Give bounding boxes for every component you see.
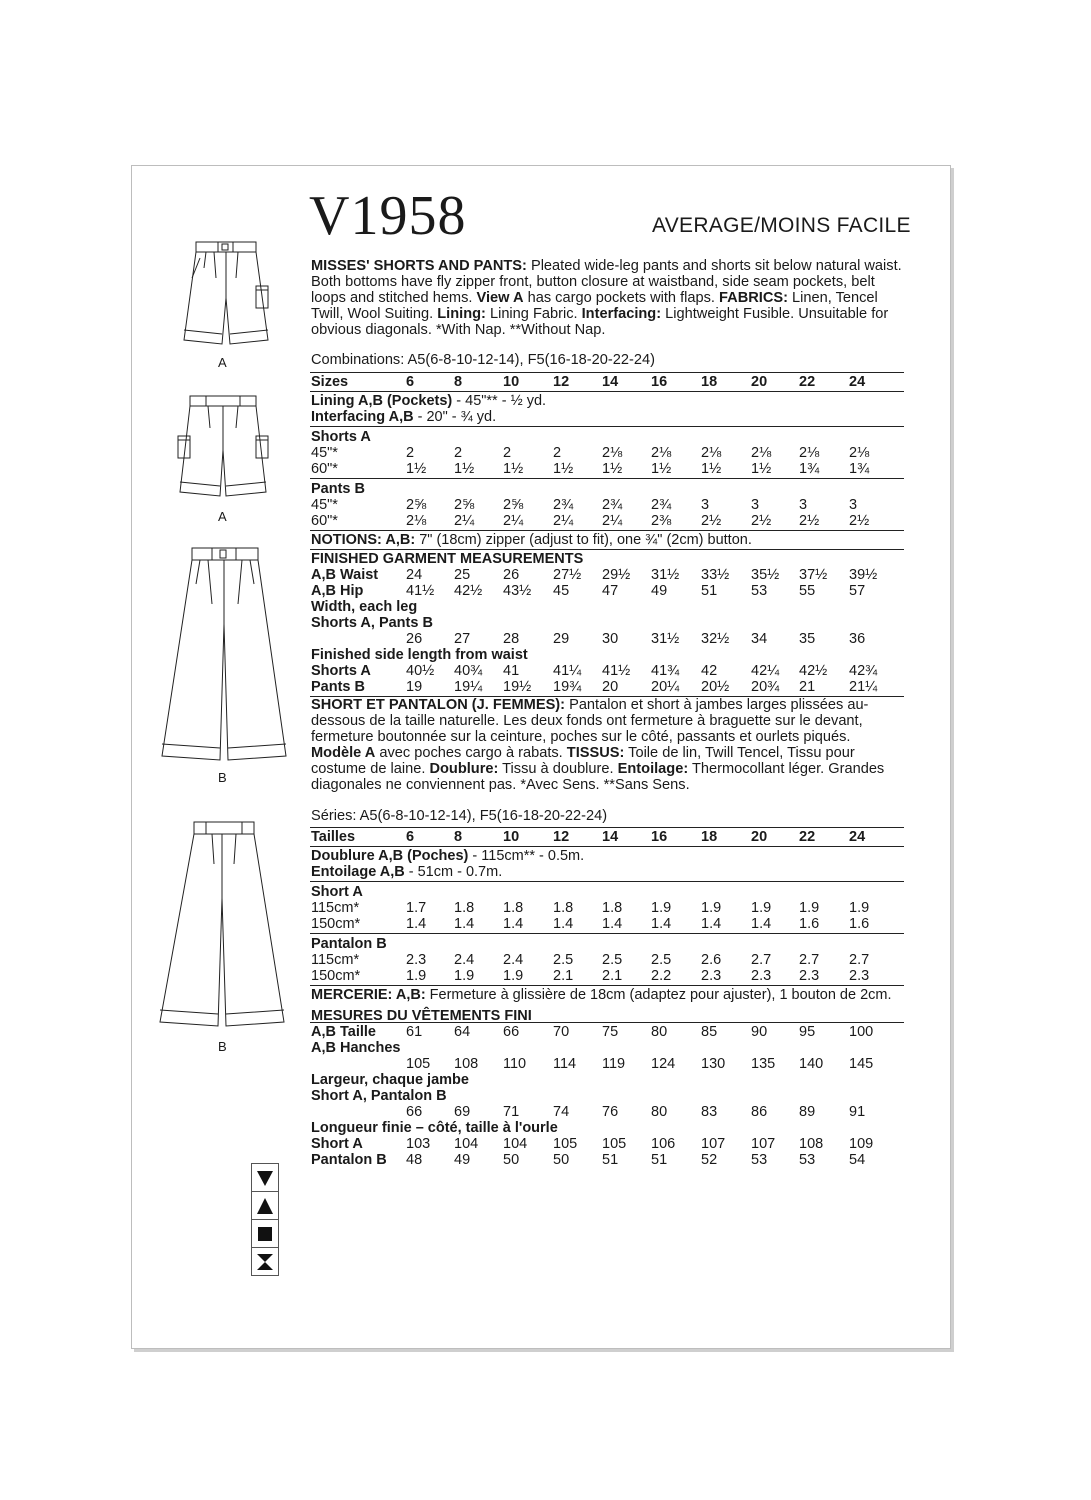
yardage-cell: 2.1 xyxy=(602,968,623,984)
view-a-front-sketch xyxy=(178,238,273,350)
measure-cell: 119 xyxy=(602,1056,626,1072)
size-header: 16 xyxy=(651,829,668,845)
notions-line-label: MERCERIE: A,B: xyxy=(311,987,426,1003)
size-header: 10 xyxy=(503,829,520,845)
rule-line xyxy=(310,426,904,427)
desc-heading: FABRICS: xyxy=(719,290,788,306)
yardage-cell: 2½ xyxy=(799,513,820,529)
yardage-cell: 1.9 xyxy=(799,900,820,916)
yardage-cell: 1.9 xyxy=(651,900,672,916)
measure-cell: 61 xyxy=(406,1024,423,1040)
measure-cell: 35 xyxy=(799,631,816,647)
yardage-cell: 1.4 xyxy=(406,916,427,932)
measure-cell: 42½ xyxy=(799,663,828,679)
measure-cell: 54 xyxy=(849,1152,866,1168)
size-header: 18 xyxy=(701,374,718,390)
view-b-front-sketch xyxy=(160,544,290,766)
yardage-cell: 2.3 xyxy=(751,968,772,984)
row-label: 115cm* xyxy=(311,952,360,968)
rule-line xyxy=(310,933,904,934)
lining-line-label: Lining A,B (Pockets) xyxy=(311,393,453,409)
measure-cell: 66 xyxy=(503,1024,520,1040)
yardage-cell: 1.4 xyxy=(751,916,772,932)
view-label: B xyxy=(218,1039,227,1054)
interfacing-line xyxy=(311,864,502,880)
row-label: 150cm* xyxy=(311,968,361,984)
desc-text: Pantalon et short à jambes larges plissées au-dessous de la taille naturelle. Les deux fonds ont fermeture à braguette sur le devant, fermeture boutonnée sur la ceinture, poches sur le côté, passants et ourlets piqués. xyxy=(311,697,869,745)
row-label: Short A, Pantalon B xyxy=(311,1088,447,1104)
measure-cell: 21¼ xyxy=(849,679,878,695)
interfacing-line-value: - 51cm - 0.7m. xyxy=(404,864,503,880)
yardage-cell: 1.8 xyxy=(553,900,574,916)
measure-cell: 52 xyxy=(701,1152,718,1168)
yardage-cell: 2¾ xyxy=(602,497,623,513)
measure-cell: 45 xyxy=(553,583,570,599)
row-label: Finished side length from waist xyxy=(311,647,528,663)
measure-cell: 80 xyxy=(651,1104,668,1120)
yardage-cell: 1½ xyxy=(406,461,427,477)
row-label: A,B Taille xyxy=(311,1024,376,1040)
measure-cell: 20¾ xyxy=(751,679,780,695)
yardage-cell: 2⅛ xyxy=(799,445,820,461)
measure-cell: 104 xyxy=(454,1136,479,1152)
yardage-cell: 1.8 xyxy=(454,900,475,916)
yardage-cell: 2⅛ xyxy=(602,445,623,461)
desc-heading: Entoilage: xyxy=(617,761,689,777)
row-label: A,B Hanches xyxy=(311,1040,401,1056)
row-label: 45"* xyxy=(311,445,338,461)
yardage-cell: 1½ xyxy=(602,461,623,477)
rule-line xyxy=(310,372,904,373)
measure-cell: 50 xyxy=(503,1152,520,1168)
yardage-cell: 2⅝ xyxy=(406,497,427,513)
size-header: 6 xyxy=(406,374,415,390)
measure-cell: 40¾ xyxy=(454,663,483,679)
size-header: 6 xyxy=(406,829,415,845)
sizes-label: Sizes xyxy=(311,374,349,390)
size-header: 24 xyxy=(849,374,866,390)
desc-heading: Modèle A xyxy=(311,745,376,761)
yardage-cell: 1½ xyxy=(503,461,524,477)
measure-cell: 53 xyxy=(751,583,768,599)
measure-cell: 80 xyxy=(651,1024,668,1040)
measure-cell: 41½ xyxy=(406,583,435,599)
yardage-cell: 1.8 xyxy=(503,900,524,916)
hourglass-icon xyxy=(251,1248,279,1276)
interfacing-line-label: Interfacing A,B xyxy=(311,409,414,425)
yardage-cell: 1.4 xyxy=(454,916,475,932)
notions-line-value: Fermeture à glissière de 18cm (adaptez pour ajuster), 1 bouton de 2cm. xyxy=(425,987,892,1003)
row-label: A,B Hip xyxy=(311,583,364,599)
square-icon xyxy=(251,1220,279,1248)
yardage-cell: 1.9 xyxy=(849,900,870,916)
measure-cell: 28 xyxy=(503,631,520,647)
yardage-cell: 2⅝ xyxy=(503,497,524,513)
size-header: 14 xyxy=(602,374,619,390)
measure-cell: 37½ xyxy=(799,567,828,583)
yardage-cell: 1¾ xyxy=(849,461,870,477)
measure-cell: 83 xyxy=(701,1104,718,1120)
yardage-cell: 2 xyxy=(454,445,463,461)
rule-line xyxy=(310,391,904,392)
measure-cell: 53 xyxy=(751,1152,768,1168)
row-label: Pants B xyxy=(311,679,365,695)
measure-cell: 95 xyxy=(799,1024,816,1040)
yardage-cell: 3 xyxy=(799,497,808,513)
measure-cell: 26 xyxy=(503,567,520,583)
row-label: A,B Waist xyxy=(311,567,379,583)
measure-cell: 100 xyxy=(849,1024,874,1040)
desc-text: Tissu à doublure. xyxy=(498,761,618,777)
measure-cell: 85 xyxy=(701,1024,718,1040)
notions-line xyxy=(311,987,903,1003)
yardage-cell: 2.1 xyxy=(553,968,574,984)
measure-cell: 41¼ xyxy=(553,663,582,679)
desc-text: has cargo pockets with flaps. xyxy=(523,290,720,306)
lining-line-label: Doublure A,B (Poches) xyxy=(311,848,469,864)
rule-line xyxy=(310,985,904,986)
measure-cell: 69 xyxy=(454,1104,471,1120)
difficulty-label: AVERAGE/MOINS FACILE xyxy=(652,214,911,237)
yardage-cell: 2.4 xyxy=(454,952,475,968)
yardage-cell: 1.8 xyxy=(602,900,623,916)
notions-line xyxy=(311,532,752,548)
measure-cell: 103 xyxy=(406,1136,431,1152)
yardage-cell: 1.4 xyxy=(503,916,524,932)
lining-line xyxy=(311,848,584,864)
lining-line xyxy=(311,393,546,409)
row-label: 150cm* xyxy=(311,916,361,932)
measure-cell: 109 xyxy=(849,1136,874,1152)
combinations-fr: Séries: A5(6-8-10-12-14), F5(16-18-20-22-24) xyxy=(311,808,608,824)
yardage-cell: 2.3 xyxy=(799,968,820,984)
yardage-cell: 2.6 xyxy=(701,952,722,968)
desc-heading: Lining: xyxy=(437,306,486,322)
measure-cell: 71 xyxy=(503,1104,520,1120)
yardage-cell: 1.4 xyxy=(701,916,722,932)
size-header: 22 xyxy=(799,374,816,390)
french-description xyxy=(311,697,903,793)
yardage-cell: 1.9 xyxy=(503,968,524,984)
row-label: Shorts A, Pants B xyxy=(311,615,433,631)
measure-cell: 53 xyxy=(799,1152,816,1168)
measure-cell: 108 xyxy=(799,1136,824,1152)
measure-cell: 19½ xyxy=(503,679,532,695)
yardage-cell: 2½ xyxy=(849,513,870,529)
sizes-label: Tailles xyxy=(311,829,356,845)
measure-cell: 51 xyxy=(602,1152,619,1168)
size-header: 14 xyxy=(602,829,619,845)
measure-cell: 124 xyxy=(651,1056,676,1072)
row-label: Short A xyxy=(311,1136,363,1152)
size-header: 12 xyxy=(553,829,570,845)
desc-heading: SHORT ET PANTALON (J. FEMMES): xyxy=(311,697,566,713)
size-header: 22 xyxy=(799,829,816,845)
yardage-cell: 2.7 xyxy=(751,952,772,968)
measure-cell: 31½ xyxy=(651,631,680,647)
rule-line xyxy=(310,881,904,882)
yardage-cell: 2.3 xyxy=(406,952,427,968)
measure-cell: 51 xyxy=(701,583,718,599)
yardage-cell: 2.5 xyxy=(651,952,672,968)
measure-cell: 41 xyxy=(503,663,520,679)
measure-cell: 42 xyxy=(701,663,718,679)
measure-cell: 135 xyxy=(751,1056,776,1072)
size-header: 20 xyxy=(751,829,768,845)
measure-cell: 19¾ xyxy=(553,679,582,695)
size-header: 16 xyxy=(651,374,668,390)
size-header: 8 xyxy=(454,829,463,845)
measure-cell: 27½ xyxy=(553,567,582,583)
measure-cell: 36 xyxy=(849,631,866,647)
measure-cell: 105 xyxy=(602,1136,627,1152)
yardage-cell: 1½ xyxy=(454,461,475,477)
measure-cell: 30 xyxy=(602,631,619,647)
yardage-cell: 1.9 xyxy=(751,900,772,916)
measure-cell: 89 xyxy=(799,1104,816,1120)
measure-cell: 47 xyxy=(602,583,619,599)
measure-cell: 114 xyxy=(553,1056,577,1072)
measure-cell: 70 xyxy=(553,1024,570,1040)
desc-heading: Interfacing: xyxy=(581,306,662,322)
yardage-cell: 2½ xyxy=(701,513,722,529)
measure-cell: 86 xyxy=(751,1104,768,1120)
measure-cell: 50 xyxy=(553,1152,570,1168)
measure-cell: 145 xyxy=(849,1056,874,1072)
section-label: Short A xyxy=(311,884,363,900)
row-label: 115cm* xyxy=(311,900,360,916)
yardage-cell: 2.5 xyxy=(602,952,623,968)
view-b-back-sketch xyxy=(158,818,288,1033)
measure-cell: 25 xyxy=(454,567,471,583)
notch-symbols xyxy=(251,1163,279,1276)
yardage-cell: 1.7 xyxy=(406,900,427,916)
measure-cell: 21 xyxy=(799,679,816,695)
measure-cell: 42¾ xyxy=(849,663,878,679)
measure-cell: 41¾ xyxy=(651,663,680,679)
lining-line-value: - 45"** - ½ yd. xyxy=(452,393,547,409)
pattern-number: V1958 xyxy=(309,185,467,247)
measure-cell: 42½ xyxy=(454,583,483,599)
yardage-cell: 2.7 xyxy=(849,952,870,968)
finished-heading: FINISHED GARMENT MEASUREMENTS xyxy=(311,551,584,567)
desc-text: Toile de lin, Twill Tencel, Tissu pour costume de laine. xyxy=(311,745,855,777)
section-label: Shorts A xyxy=(311,429,371,445)
yardage-cell: 1½ xyxy=(651,461,672,477)
measure-cell: 24 xyxy=(406,567,423,583)
row-label: 45"* xyxy=(311,497,338,513)
yardage-cell: 3 xyxy=(751,497,760,513)
measure-cell: 51 xyxy=(651,1152,668,1168)
measure-cell: 140 xyxy=(799,1056,824,1072)
yardage-cell: 2¼ xyxy=(602,513,623,529)
yardage-cell: 2¾ xyxy=(553,497,574,513)
section-label: Pants B xyxy=(311,481,365,497)
size-header: 24 xyxy=(849,829,866,845)
yardage-cell: 1.9 xyxy=(454,968,475,984)
measure-cell: 20½ xyxy=(701,679,730,695)
row-label: Pantalon B xyxy=(311,1152,387,1168)
desc-heading: MISSES' SHORTS AND PANTS: xyxy=(311,258,527,274)
measure-cell: 49 xyxy=(454,1152,471,1168)
size-header: 12 xyxy=(553,374,570,390)
measure-cell: 34 xyxy=(751,631,768,647)
section-label: Pantalon B xyxy=(311,936,387,952)
size-header: 10 xyxy=(503,374,520,390)
rule-line xyxy=(310,530,904,531)
measure-cell: 35½ xyxy=(751,567,780,583)
measure-cell: 105 xyxy=(553,1136,578,1152)
rule-line xyxy=(310,846,904,847)
yardage-cell: 1¾ xyxy=(799,461,820,477)
view-a-back-sketch xyxy=(176,392,271,502)
measure-cell: 91 xyxy=(849,1104,866,1120)
measure-cell: 42¼ xyxy=(751,663,780,679)
desc-text: Linen, Tencel Twill, Wool Suiting. xyxy=(311,290,878,322)
measure-cell: 27 xyxy=(454,631,471,647)
desc-text: Lining Fabric. xyxy=(485,306,582,322)
measure-cell: 108 xyxy=(454,1056,479,1072)
measure-cell: 110 xyxy=(503,1056,527,1072)
interfacing-line-value: - 20" - ¾ yd. xyxy=(413,409,497,425)
desc-heading: Doublure: xyxy=(429,761,499,777)
view-label: A xyxy=(218,355,227,370)
desc-heading: TISSUS: xyxy=(566,745,625,761)
desc-text: avec poches cargo à rabats. xyxy=(375,745,567,761)
view-label: B xyxy=(218,770,227,785)
measure-cell: 130 xyxy=(701,1056,726,1072)
rule-line xyxy=(310,478,904,479)
measure-cell: 55 xyxy=(799,583,816,599)
yardage-cell: 1.4 xyxy=(602,916,623,932)
measure-cell: 32½ xyxy=(701,631,730,647)
measure-cell: 75 xyxy=(602,1024,619,1040)
english-description xyxy=(311,258,903,338)
notions-line-value: 7" (18cm) zipper (adjust to fit), one ¾" (2cm) button. xyxy=(415,532,752,548)
interfacing-line xyxy=(311,409,496,425)
measure-cell: 20¼ xyxy=(651,679,680,695)
combinations-en: Combinations: A5(6-8-10-12-14), F5(16-18-20-22-24) xyxy=(311,352,655,368)
triangle-down-icon xyxy=(251,1163,279,1192)
measure-cell: 43½ xyxy=(503,583,532,599)
size-header: 18 xyxy=(701,829,718,845)
yardage-cell: 1½ xyxy=(751,461,772,477)
row-label: Longueur finie – côté, taille à l'ourle xyxy=(311,1120,558,1136)
row-label: Width, each leg xyxy=(311,599,418,615)
yardage-cell: 2¼ xyxy=(503,513,524,529)
measure-cell: 57 xyxy=(849,583,866,599)
yardage-cell: 2⅛ xyxy=(751,445,772,461)
yardage-cell: 2.7 xyxy=(799,952,820,968)
measure-cell: 76 xyxy=(602,1104,619,1120)
measure-cell: 49 xyxy=(651,583,668,599)
measure-cell: 64 xyxy=(454,1024,471,1040)
yardage-cell: 2⅛ xyxy=(651,445,672,461)
rule-line xyxy=(310,827,904,828)
measure-cell: 48 xyxy=(406,1152,423,1168)
yardage-cell: 1.4 xyxy=(553,916,574,932)
measure-cell: 31½ xyxy=(651,567,680,583)
interfacing-line-label: Entoilage A,B xyxy=(311,864,405,880)
yardage-cell: 2 xyxy=(503,445,512,461)
measure-cell: 20 xyxy=(602,679,619,695)
yardage-cell: 2 xyxy=(406,445,415,461)
view-label: A xyxy=(218,509,227,524)
measure-cell: 107 xyxy=(701,1136,726,1152)
row-label: 60"* xyxy=(311,461,338,477)
yardage-cell: 2.3 xyxy=(701,968,722,984)
measure-cell: 40½ xyxy=(406,663,435,679)
size-header: 8 xyxy=(454,374,463,390)
measure-cell: 41½ xyxy=(602,663,631,679)
yardage-cell: 2.3 xyxy=(849,968,870,984)
yardage-cell: 3 xyxy=(849,497,858,513)
measure-cell: 66 xyxy=(406,1104,423,1120)
measure-cell: 29½ xyxy=(602,567,631,583)
measure-cell: 29 xyxy=(553,631,570,647)
measure-cell: 90 xyxy=(751,1024,768,1040)
yardage-cell: 2¼ xyxy=(454,513,475,529)
yardage-cell: 2¼ xyxy=(553,513,574,529)
yardage-cell: 2⅛ xyxy=(406,513,427,529)
yardage-cell: 2¾ xyxy=(651,497,672,513)
yardage-cell: 1.9 xyxy=(701,900,722,916)
yardage-cell: 1.9 xyxy=(406,968,427,984)
measure-cell: 19¼ xyxy=(454,679,483,695)
yardage-cell: 2.2 xyxy=(651,968,672,984)
measure-cell: 39½ xyxy=(849,567,878,583)
measure-cell: 33½ xyxy=(701,567,730,583)
yardage-cell: 2⅛ xyxy=(701,445,722,461)
size-header: 20 xyxy=(751,374,768,390)
row-label: Largeur, chaque jambe xyxy=(311,1072,469,1088)
yardage-cell: 2⅜ xyxy=(651,513,672,529)
measure-cell: 106 xyxy=(651,1136,676,1152)
yardage-cell: 2 xyxy=(553,445,562,461)
desc-text: Pleated wide-leg pants and shorts sit below natural waist. Both bottoms have fly zipper front, button closure at waistband, side seam pockets, belt loops and stitched hems. xyxy=(311,258,902,306)
yardage-cell: 1.6 xyxy=(849,916,870,932)
triangle-up-icon xyxy=(251,1192,279,1220)
measure-cell: 104 xyxy=(503,1136,528,1152)
measure-cell: 105 xyxy=(406,1056,431,1072)
yardage-cell: 2½ xyxy=(751,513,772,529)
measure-cell: 107 xyxy=(751,1136,776,1152)
notions-line-label: NOTIONS: A,B: xyxy=(311,532,416,548)
row-label: Shorts A xyxy=(311,663,371,679)
yardage-cell: 2⅝ xyxy=(454,497,475,513)
desc-text: Lightweight Fusible. Unsuitable for obvious diagonals. *With Nap. **Without Nap. xyxy=(311,306,889,338)
yardage-cell: 2.5 xyxy=(553,952,574,968)
yardage-cell: 1½ xyxy=(701,461,722,477)
finished-heading: MESURES DU VÊTEMENTS FINI xyxy=(311,1008,532,1024)
row-label: 60"* xyxy=(311,513,338,529)
yardage-cell: 1.4 xyxy=(651,916,672,932)
lining-line-value: - 115cm** - 0.5m. xyxy=(468,848,585,864)
yardage-cell: 1.6 xyxy=(799,916,820,932)
measure-cell: 26 xyxy=(406,631,423,647)
measure-cell: 74 xyxy=(553,1104,570,1120)
desc-text: Thermocollant léger. Grandes diagonales ne conviennent pas. *Avec Sens. **Sans Sens. xyxy=(311,761,885,793)
rule-line xyxy=(310,549,904,550)
yardage-cell: 2⅛ xyxy=(849,445,870,461)
measure-cell: 19 xyxy=(406,679,423,695)
yardage-cell: 3 xyxy=(701,497,710,513)
yardage-cell: 2.4 xyxy=(503,952,524,968)
desc-heading: View A xyxy=(476,290,524,306)
yardage-cell: 1½ xyxy=(553,461,574,477)
